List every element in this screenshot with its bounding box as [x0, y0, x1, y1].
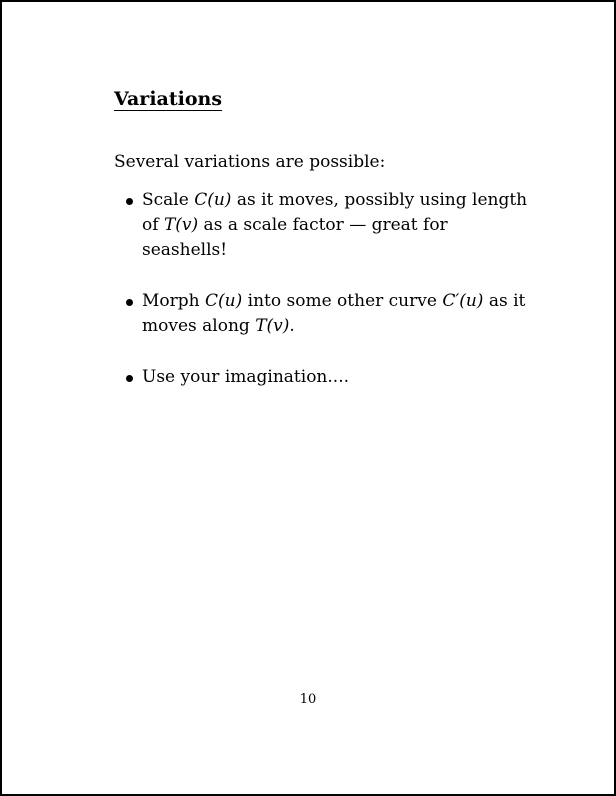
- text-run: as a scale factor — great for seashells!: [142, 215, 448, 260]
- math-cu: C(u): [205, 291, 243, 311]
- bullet-text: [142, 291, 525, 336]
- bullet-dot-icon: [126, 375, 133, 382]
- bullet-text: [142, 190, 527, 260]
- text-run: Use your imagination....: [142, 367, 349, 387]
- text-run: into some other curve: [242, 291, 443, 311]
- math-tv: T(v): [163, 215, 199, 235]
- bullet-list: [114, 188, 534, 416]
- math-cu: C(u): [194, 190, 232, 210]
- bullet-text: [142, 367, 349, 387]
- bullet-item-morph: [114, 289, 534, 339]
- math-tv: T(v): [255, 316, 290, 336]
- page-title: Variations: [114, 88, 223, 110]
- math-cprime-u: C′(u): [442, 291, 484, 311]
- bullet-dot-icon: [126, 299, 133, 306]
- text-run: Morph: [142, 291, 206, 311]
- text-run: .: [289, 316, 295, 336]
- page-number: 10: [299, 692, 317, 707]
- bullet-dot-icon: [126, 198, 133, 205]
- intro-text: Several variations are possible:: [114, 152, 386, 172]
- bullet-item-scale: [114, 188, 534, 263]
- bullet-item-imagination: [114, 365, 534, 390]
- text-run: as it moves along: [142, 291, 526, 336]
- text-run: Scale: [142, 190, 195, 210]
- text-run: as it moves, possibly using length of: [142, 190, 528, 235]
